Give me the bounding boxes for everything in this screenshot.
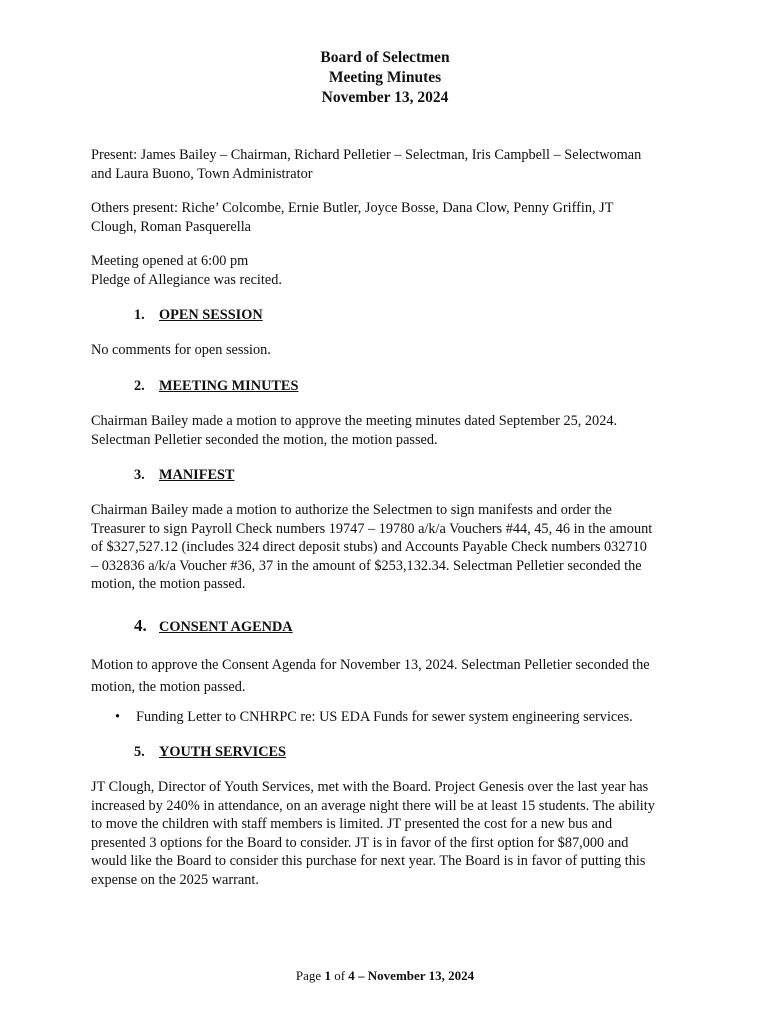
consent-agenda-bullet-item [115,708,695,726]
present-paragraph [91,146,680,183]
others-line: Clough, Roman Pasquerella [91,218,252,235]
body-line: Treasurer to sign Payroll Check numbers 19747 – 19780 a/k/a Vouchers #44, 45, 46 in the amount [91,520,653,537]
section-title: OPEN SESSION [159,307,263,323]
section-body-youth-services [91,778,680,889]
body-line: expense on the 2025 warrant. [91,871,259,888]
opening-line: Meeting opened at 6:00 pm [91,253,249,269]
page-footer [0,967,770,985]
body-line: Chairman Bailey made a motion to authorize the Selectmen to sign manifests and order the [91,502,612,518]
present-line: and Laura Buono, Town Administrator [91,165,313,182]
title-date: November 13, 2024 [321,89,449,106]
footer-page-number: 1 [324,968,331,983]
bullet-icon: • [115,709,121,725]
opening-line: Pledge of Allegiance was recited. [91,271,282,288]
body-line: No comments for open session. [91,342,271,358]
section-number: 5. [134,744,145,760]
others-present-paragraph [91,199,680,236]
opening-paragraph [91,252,680,289]
section-body-manifest [91,501,680,594]
section-body-meeting-minutes [91,412,680,449]
body-line: JT Clough, Director of Youth Services, met with the Board. Project Genesis over the last year has [91,779,649,795]
section-body-consent-agenda [91,656,680,696]
others-line: Others present: Riche’ Colcombe, Ernie Butler, Joyce Bosse, Dana Clow, Penny Griffin, JT [91,200,614,216]
body-line: motion, the motion passed. [91,678,246,695]
section-heading-manifest [134,466,234,484]
body-line: of $327,527.12 (includes 324 direct deposit stubs) and Accounts Payable Check numbers 032710 [91,539,647,555]
section-heading-open-session [134,306,263,324]
section-number: 1. [134,307,145,323]
body-line: Chairman Bailey made a motion to approve the meeting minutes dated September 25, 2024. [91,413,618,429]
section-number: 2. [134,378,145,394]
body-line: Selectman Pelletier seconded the motion, the motion passed. [91,431,438,448]
section-title: CONSENT AGENDA [159,619,293,635]
section-title: MANIFEST [159,467,235,483]
body-line: presented 3 options for the Board to consider. JT is in favor of the first option for $87,000 and [91,834,629,851]
footer-prefix: Page [295,968,325,983]
section-title: MEETING MINUTES [159,378,299,394]
section-heading-youth-services [134,743,286,761]
present-line: Present: James Bailey – Chairman, Richard Pelletier – Selectman, Iris Campbell – Selectwoman [91,147,642,163]
section-heading-consent-agenda [134,617,293,636]
section-number: 3. [134,467,145,483]
footer-of: of [330,968,349,983]
section-number: 4. [134,616,147,635]
body-line: Motion to approve the Consent Agenda for November 13, 2024. Selectman Pelletier seconded the [91,657,650,673]
section-heading-meeting-minutes [134,377,298,395]
body-line: increased by 240% in attendance, on an average night there will be at least 15 students. The ability [91,797,655,814]
body-line: to move the children with staff members is limited. JT presented the cost for a new bus and [91,816,613,832]
section-body-open-session [91,341,680,360]
footer-total-pages: 4 [348,968,355,983]
bullet-text: Funding Letter to CNHRPC re: US EDA Funds for sewer system engineering services. [136,709,633,725]
section-title: YOUTH SERVICES [159,744,287,760]
title-board: Board of Selectmen [320,49,450,66]
body-line: would like the Board to consider this purchase for next year. The Board is in favor of putting this [91,853,646,869]
title-meeting-minutes: Meeting Minutes [328,69,442,86]
footer-date: – November 13, 2024 [354,968,475,983]
document-title [0,48,770,108]
body-line: motion, the motion passed. [91,576,246,592]
body-line: – 032836 a/k/a Voucher #36, 37 in the amount of $253,132.34. Selectman Pelletier seconded the [91,557,642,574]
